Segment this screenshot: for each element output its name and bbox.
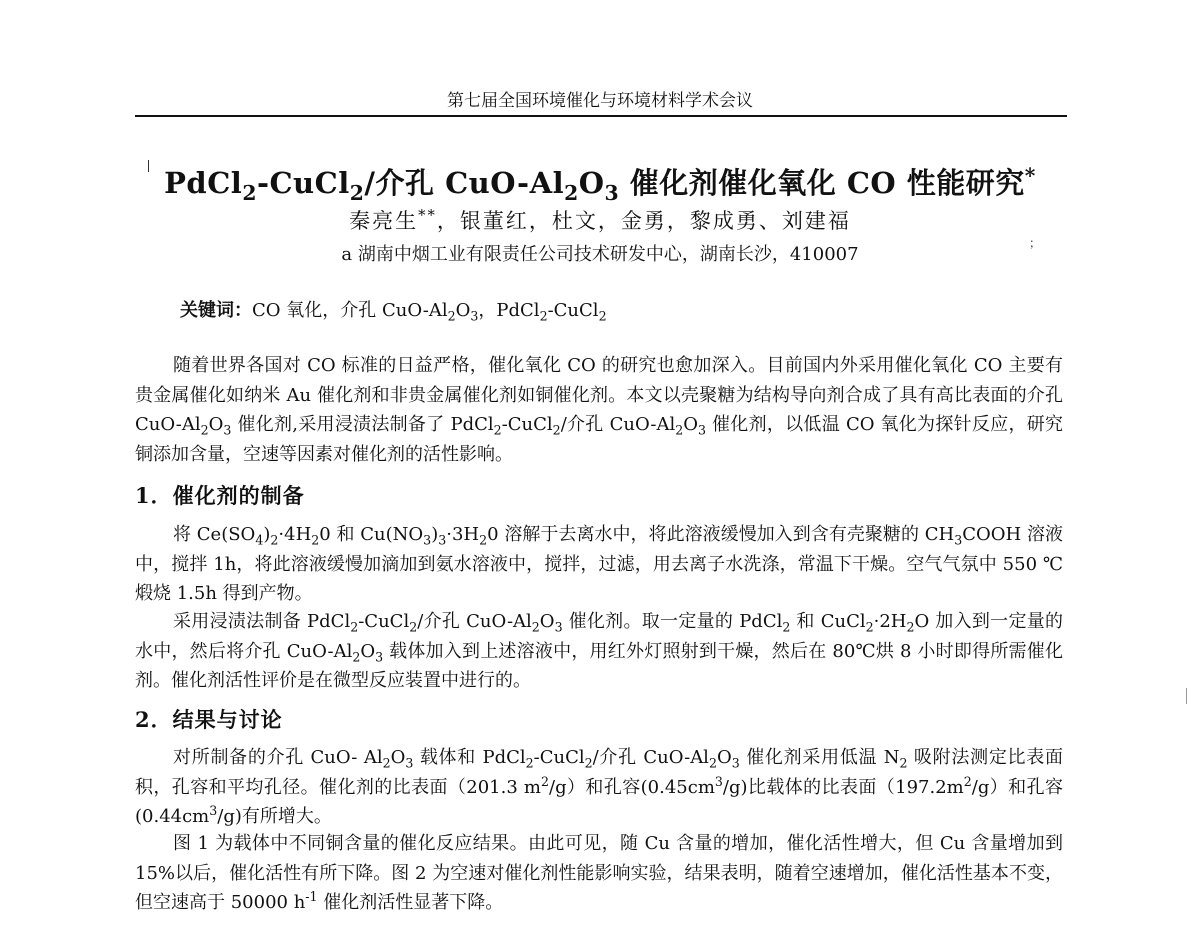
corresponding-author: 秦亮生	[349, 209, 419, 233]
results-paragraph-1: 对所制备的介孔 CuO- $Al_2O_3$ 载体和 PdCl$_2$-CuCl$_2$/介孔 CuO-$Al_2O_3$ 催化剂采用低温 $N_2$ 吸附法测定比表面积，孔容和平均孔径。催化剂的比表面（201.3 $m^2/g$）和孔容$(0.45cm^3/g)$比载体的比表面$(197.2m^2/g)$和孔容$(0.44cm^3/g)$有所增大。	[135, 747, 1064, 827]
author-list: 秦亮生**，银董红，杜文，金勇，黎成勇、刘建福	[349, 207, 851, 233]
keywords: 关键词：CO 氧化，介孔 CuO-$Al_2O_3$，PdCl$_2$-CuCl$_2$	[180, 300, 607, 324]
scan-mark-edge	[1186, 688, 1187, 704]
preparation-paragraph-1: 将 $Ce(SO_4)_2\cdot 4H_20$ 和 $Cu(NO_3)_3\cdot 3H_20$ 溶解于去离水中，将此溶液缓慢加入到含有壳聚糖的 $CH_3COOH$ 溶液中，搅拌 1h，将此溶液缓慢加滴加到氨水溶液中，搅拌，过滤，用去离子水洗涤，常温下干燥。空气气氛中 550 ℃煅烧 1.5h 得到产物。	[135, 524, 1063, 604]
section-heading-1: 1．催化剂的制备	[135, 483, 305, 508]
paper-title: PdCl$_2$-CuCl$_2$/介孔 CuO-$Al_2O_3$ 催化剂催化氧化 CO 性能研究*	[164, 163, 1036, 205]
header-rule	[135, 115, 1067, 117]
affiliation: a 湖南中烟工业有限责任公司技术研发中心，湖南长沙，410007	[341, 244, 859, 265]
scan-mark-small: ；	[1029, 236, 1042, 250]
preparation-paragraph-2: 采用浸渍法制备 PdCl$_2$-CuCl$_2$/介孔 CuO-$Al_2O_3$ 催化剂。取一定量的 PdCl$_2$ 和 $CuCl_2\cdot 2H_2O$ 加入到一定量的水中，然后将介孔 CuO-$Al_2O_3$ 载体加入到上述溶液中，用红外灯照射到干燥，然后在 80℃烘 8 小时即得所需催化剂。催化剂活性评价是在微型反应装置中进行的。	[135, 611, 1064, 691]
keywords-label: 关键词：	[180, 300, 252, 321]
corresponding-mark: **	[418, 207, 437, 224]
results-paragraph-2: 图 1 为载体中不同铜含量的催化反应结果。由此可见，随 Cu 含量的增加，催化活性增大，但 Cu 含量增加到 15%以后，催化活性有所下降。图 2 为空速对催化剂性能影响实验，结果表明，随着空速增加，催化活性基本不变，但空速高于 50000 $h^{-1}$ 催化剂活性显著下降。	[135, 833, 1063, 913]
title-footnote-mark: *	[1024, 163, 1036, 188]
section-heading-2: 2．结果与讨论	[135, 707, 283, 732]
intro-paragraph: 随着世界各国对 CO 标准的日益严格，催化氧化 CO 的研究也愈加深入。目前国内外采用催化氧化 CO 主要有贵金属催化如纳米 Au 催化剂和非贵金属催化剂如铜催化剂。本文以壳聚糖为结构导向剂合成了具有高比表面的介孔 CuO-$Al_2O_3$ 催化剂,采用浸渍法制备了 PdCl$_2$-CuCl$_2$/介孔 CuO-$Al_2O_3$ 催化剂，以低温 CO 氧化为探针反应，研究铜添加含量，空速等因素对催化剂的活性影响。	[135, 355, 1064, 465]
running-header: 第七届全国环境催化与环境材料学术会议	[447, 91, 753, 111]
